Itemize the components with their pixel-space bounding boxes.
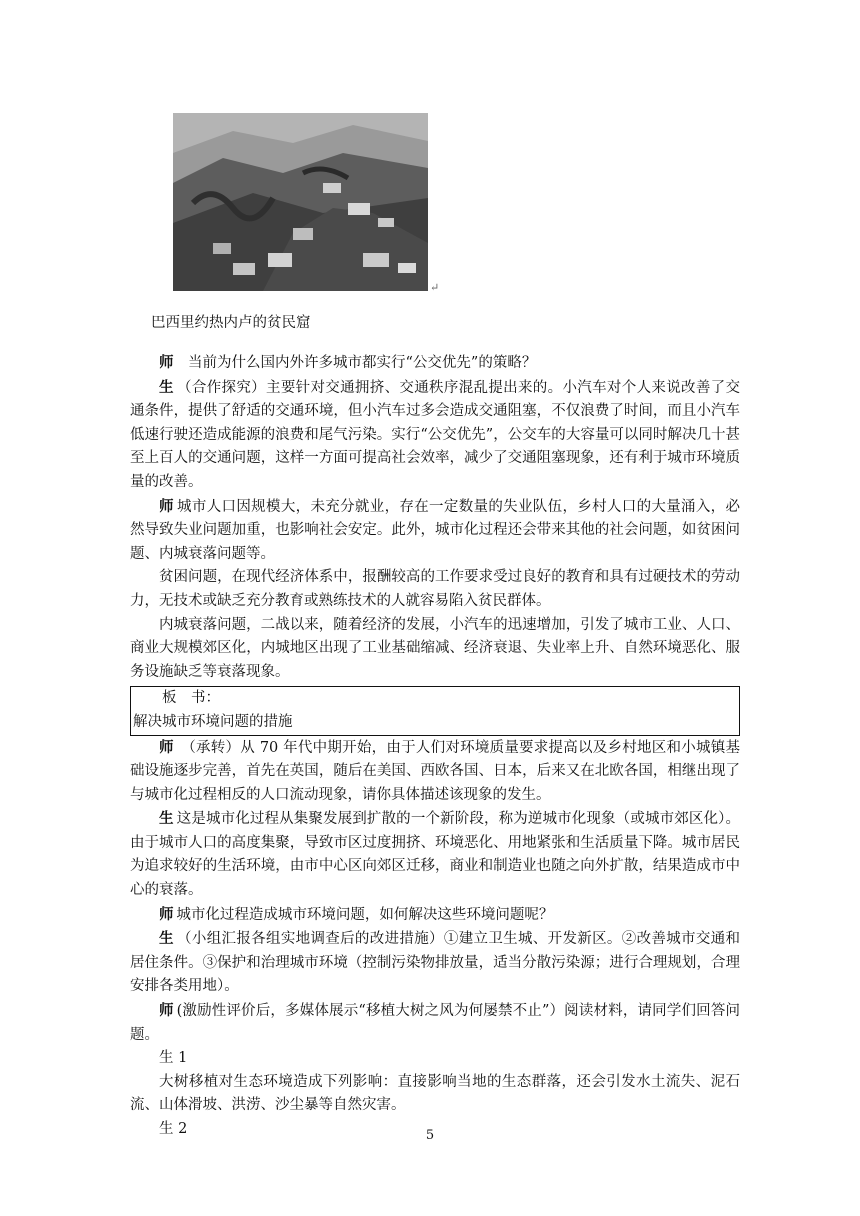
speaker-label: 生 xyxy=(159,810,174,828)
page-number: 5 xyxy=(425,1128,435,1143)
dialogue-paragraph xyxy=(130,736,740,808)
paragraph-mark-icon: ↵ xyxy=(430,281,440,294)
body-paragraph: 大树移植对生态环境造成下列影响：直接影响当地的生态群落，还会引发水土流失、泥石流、山体滑坡、洪涝、沙尘暴等自然灾害。 xyxy=(130,1073,740,1114)
body-paragraph: 内城衰落问题，二战以来，随着经济的发展，小汽车的迅速增加，引发了城市工业、人口、商业大规模郊区化，内城地区出现了工业基础缩减、经济衰退、失业率上升、自然环境恶化、服务设施缺乏等衰落现象。 xyxy=(130,616,740,680)
dialogue-paragraph xyxy=(130,351,740,376)
paragraph-text: 城市化过程造成城市环境问题，如何解决这些环境问题呢？ xyxy=(176,906,554,923)
paragraph-text: 这是城市化过程从集聚发展到扩散的一个新阶段，称为逆城市化现象（或城市郊区化）。由于城市人口的高度集聚，导致市区过度拥挤、环境恶化、用地紧张和生活质量下降。城市居民为追求较好的生活环境，由市中心区向郊区迁移，商业和制造业也随之向外扩散，结果造成市中心的衰落。 xyxy=(130,811,741,899)
body-paragraph: 生 2 xyxy=(159,1121,188,1137)
speaker-label: 生 xyxy=(159,930,174,948)
paragraph-text: 当前为什么国内外许多城市都实行“公交优先”的策略？ xyxy=(173,355,537,371)
blackboard-box xyxy=(130,686,740,735)
speaker-label: 师 xyxy=(159,1002,174,1020)
speaker-label: 师 xyxy=(159,738,174,756)
speaker-label: 师 xyxy=(159,497,174,515)
body-paragraph: 贫困问题，在现代经济体系中，报酬较高的工作要求受过良好的教育和具有过硬技术的劳动力，无技术或缺乏充分教育或熟练技术的人就容易陷入贫民群体。 xyxy=(130,569,740,609)
paragraph-text: （合作探究）主要针对交通拥挤、交通秩序混乱提出来的。小汽车对个人来说改善了交通条件，提供了舒适的交通环境，但小汽车过多会造成交通阻塞，不仅浪费了时间，而且小汽车低速行驶还造成能源的浪费和尾气污染。实行“公交优先”，公交车的大容量可以同时解决几十甚至上百人的交通问题，这样一方面可提高社会效率，减少了交通阻塞现象，还有利于城市环境质量的改善。 xyxy=(130,379,741,490)
board-label: 板 书： xyxy=(162,690,220,707)
dialogue-paragraph xyxy=(130,376,740,495)
dialogue-paragraph xyxy=(130,903,740,928)
board-content: 解决城市环境问题的措施 xyxy=(133,713,293,730)
dialogue-paragraph xyxy=(130,807,740,902)
paragraph-text: （小组汇报各组实地调查后的改进措施）①建立卫生城、开发新区。②改善城市交通和居住条件。③保护和治理城市环境（控制污染物排放量，适当分散污染源；进行合理规划，合理安排各类用地）。 xyxy=(130,931,741,995)
lesson-body xyxy=(130,351,740,1142)
paragraph-text: （承转）从 70 年代中期开始，由于人们对环境质量要求提高以及乡村地区和小城镇基础设施逐步完善，首先在英国，随后在美国、西欧各国、日本，后来又在北欧各国，相继出现了与城市化过程相反的人口流动现象，请你具体描述该现象的发生。 xyxy=(130,739,740,803)
dialogue-paragraph xyxy=(130,927,740,999)
speaker-label: 师 xyxy=(159,354,174,371)
speaker-label: 师 xyxy=(159,905,174,923)
dialogue-paragraph xyxy=(130,495,740,567)
paragraph-text: 城市人口因规模大，未充分就业，存在一定数量的失业队伍，乡村人口的大量涌入，必然导致失业问题加重，也影响社会安定。此外，城市化过程还会带来其他的社会问题，如贫困问题、内城衰落问题等。 xyxy=(130,498,741,562)
slum-photo xyxy=(173,113,428,291)
body-paragraph: 生 1 xyxy=(159,1050,188,1067)
figure-caption: 巴西里约热内卢的贫民窟 xyxy=(151,315,311,331)
dialogue-paragraph xyxy=(130,999,740,1047)
speaker-label: 生 xyxy=(159,378,174,396)
paragraph-text: (激励性评价后，多媒体展示“移植大树之风为何屡禁不止”）阅读材料，请同学们回答问题。 xyxy=(130,1003,741,1043)
